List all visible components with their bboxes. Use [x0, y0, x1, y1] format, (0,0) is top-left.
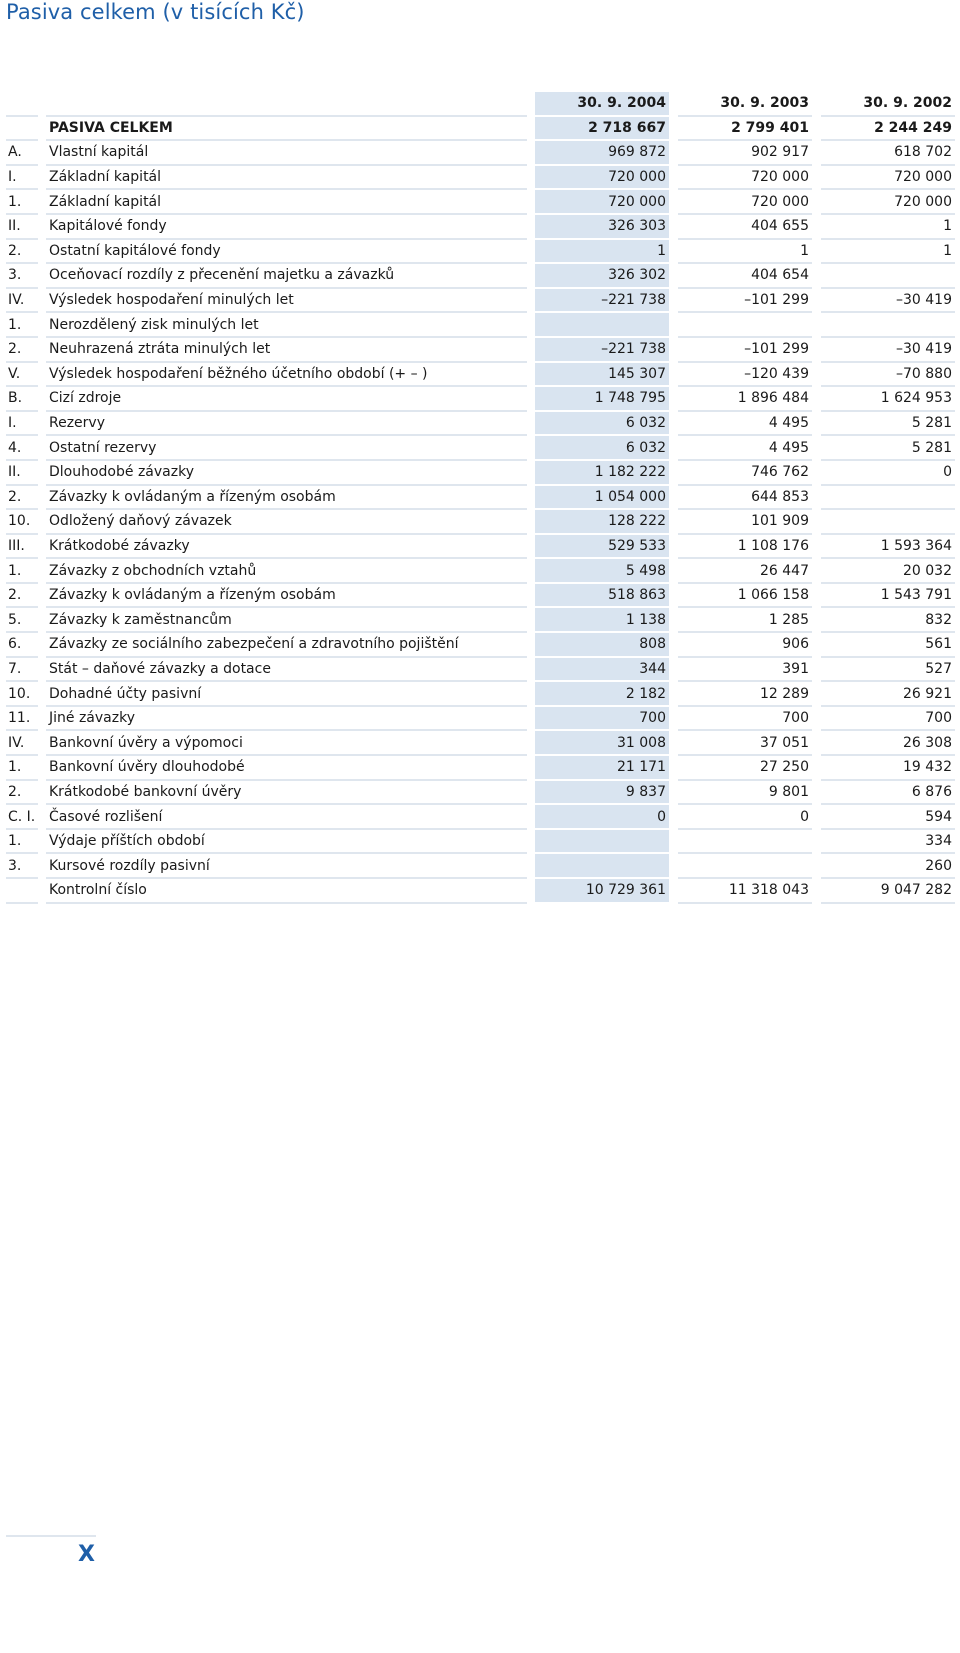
row-label: PASIVA CELKEM	[46, 117, 527, 142]
value-2003: –101 299	[678, 338, 812, 363]
value-2004: 1 054 000	[535, 486, 669, 511]
row-label: Oceňovací rozdíly z přecenění majetku a závazků	[46, 264, 527, 289]
value-2004: 969 872	[535, 141, 669, 166]
row-code: A.	[6, 141, 38, 166]
row-code: 1.	[6, 313, 38, 338]
table-row	[6, 535, 955, 560]
value-2003: 700	[678, 707, 812, 732]
value-2002: 26 921	[821, 682, 955, 707]
value-2002: 9 047 282	[821, 879, 955, 904]
value-2002: 20 032	[821, 559, 955, 584]
value-2004: 720 000	[535, 166, 669, 191]
value-2004: 1 182 222	[535, 461, 669, 486]
row-code	[6, 879, 38, 904]
table-row	[6, 584, 955, 609]
row-code: IV.	[6, 289, 38, 314]
row-code: 10.	[6, 510, 38, 535]
row-label: Krátkodobé bankovní úvěry	[46, 781, 527, 806]
row-code: 2.	[6, 781, 38, 806]
value-2002: 2 244 249	[821, 117, 955, 142]
value-2003	[678, 830, 812, 855]
row-label: Závazky k ovládaným a řízeným osobám	[46, 584, 527, 609]
value-2003: 0	[678, 805, 812, 830]
row-label: Kursové rozdíly pasivní	[46, 854, 527, 879]
row-label: Jiné závazky	[46, 707, 527, 732]
value-2003: 1 896 484	[678, 387, 812, 412]
row-code: I.	[6, 412, 38, 437]
table-row	[6, 412, 955, 437]
row-label: Základní kapitál	[46, 190, 527, 215]
row-label: Dlouhodobé závazky	[46, 461, 527, 486]
table-row	[6, 608, 955, 633]
row-label: Rezervy	[46, 412, 527, 437]
value-2003: 9 801	[678, 781, 812, 806]
value-2004: 518 863	[535, 584, 669, 609]
table-row	[6, 658, 955, 683]
row-code: 2.	[6, 240, 38, 265]
table-row	[6, 707, 955, 732]
row-code: 1.	[6, 190, 38, 215]
value-2002: 1 593 364	[821, 535, 955, 560]
table-row	[6, 289, 955, 314]
table-row	[6, 338, 955, 363]
table-row	[6, 781, 955, 806]
value-2003: 4 495	[678, 412, 812, 437]
value-2002: 19 432	[821, 756, 955, 781]
value-2004: 0	[535, 805, 669, 830]
value-2004: 5 498	[535, 559, 669, 584]
value-2002: 700	[821, 707, 955, 732]
row-code: 6.	[6, 633, 38, 658]
value-2004: 1 748 795	[535, 387, 669, 412]
section-marker: X	[78, 1542, 95, 1567]
value-2004: 326 302	[535, 264, 669, 289]
page-title: Pasiva celkem (v tisících Kč)	[6, 0, 305, 24]
table-row	[6, 240, 955, 265]
row-label: Krátkodobé závazky	[46, 535, 527, 560]
value-2004: 128 222	[535, 510, 669, 535]
value-2004	[535, 830, 669, 855]
row-label: Neuhrazená ztráta minulých let	[46, 338, 527, 363]
value-2003	[678, 854, 812, 879]
value-2002: –30 419	[821, 289, 955, 314]
row-code: 4.	[6, 436, 38, 461]
row-code: 2.	[6, 338, 38, 363]
header-code-cell	[6, 92, 38, 117]
value-2004: 10 729 361	[535, 879, 669, 904]
table-row	[6, 879, 955, 904]
value-2002: 1	[821, 240, 955, 265]
value-2003: 4 495	[678, 436, 812, 461]
row-code: 3.	[6, 854, 38, 879]
row-label: Výdaje příštích období	[46, 830, 527, 855]
row-label: Bankovní úvěry a výpomoci	[46, 731, 527, 756]
table-row	[6, 166, 955, 191]
row-label: Základní kapitál	[46, 166, 527, 191]
row-label: Stát – daňové závazky a dotace	[46, 658, 527, 683]
row-label: Odložený daňový závazek	[46, 510, 527, 535]
value-2002: 6 876	[821, 781, 955, 806]
value-2002: 334	[821, 830, 955, 855]
value-2003: 11 318 043	[678, 879, 812, 904]
value-2003: 746 762	[678, 461, 812, 486]
row-code: IV.	[6, 731, 38, 756]
value-2004: 1 138	[535, 608, 669, 633]
table-header-row	[6, 92, 955, 117]
value-2004	[535, 313, 669, 338]
value-2002: 594	[821, 805, 955, 830]
value-2004: 21 171	[535, 756, 669, 781]
value-2003: 12 289	[678, 682, 812, 707]
row-code: 2.	[6, 486, 38, 511]
row-label: Výsledek hospodaření běžného účetního období (+ – )	[46, 363, 527, 388]
value-2002	[821, 313, 955, 338]
value-2003: 1 108 176	[678, 535, 812, 560]
table-row	[6, 461, 955, 486]
row-code: II.	[6, 461, 38, 486]
table-row	[6, 363, 955, 388]
row-code: C. I.	[6, 805, 38, 830]
value-2002: 720 000	[821, 190, 955, 215]
row-label: Cizí zdroje	[46, 387, 527, 412]
row-code: 5.	[6, 608, 38, 633]
value-2002: 1	[821, 215, 955, 240]
value-2003: 720 000	[678, 190, 812, 215]
table-row	[6, 141, 955, 166]
header-label-cell	[46, 92, 527, 117]
table-row	[6, 559, 955, 584]
row-code: 3.	[6, 264, 38, 289]
value-2002: –30 419	[821, 338, 955, 363]
liabilities-table	[6, 92, 955, 904]
value-2002: 832	[821, 608, 955, 633]
table-row	[6, 854, 955, 879]
table-row	[6, 436, 955, 461]
table-row	[6, 830, 955, 855]
value-2003: –101 299	[678, 289, 812, 314]
value-2002	[821, 486, 955, 511]
row-label: Nerozdělený zisk minulých let	[46, 313, 527, 338]
row-label: Kapitálové fondy	[46, 215, 527, 240]
row-label: Závazky z obchodních vztahů	[46, 559, 527, 584]
value-2002: 1 543 791	[821, 584, 955, 609]
value-2002: 5 281	[821, 436, 955, 461]
row-label: Kontrolní číslo	[46, 879, 527, 904]
value-2004: 31 008	[535, 731, 669, 756]
row-code: 1.	[6, 559, 38, 584]
value-2004: 6 032	[535, 412, 669, 437]
table-row	[6, 387, 955, 412]
row-code: V.	[6, 363, 38, 388]
value-2003: 720 000	[678, 166, 812, 191]
value-2004: –221 738	[535, 289, 669, 314]
table-row	[6, 215, 955, 240]
value-2004	[535, 854, 669, 879]
value-2003: –120 439	[678, 363, 812, 388]
value-2002: 26 308	[821, 731, 955, 756]
row-code: I.	[6, 166, 38, 191]
row-label: Závazky ze sociálního zabezpečení a zdravotního pojištění	[46, 633, 527, 658]
value-2002: 5 281	[821, 412, 955, 437]
row-code: 11.	[6, 707, 38, 732]
row-label: Závazky k ovládaným a řízeným osobám	[46, 486, 527, 511]
table-row	[6, 486, 955, 511]
row-code: 2.	[6, 584, 38, 609]
row-label: Závazky k zaměstnancům	[46, 608, 527, 633]
table-row	[6, 313, 955, 338]
row-label: Ostatní rezervy	[46, 436, 527, 461]
value-2003: 26 447	[678, 559, 812, 584]
value-2003: 1 066 158	[678, 584, 812, 609]
row-code: 10.	[6, 682, 38, 707]
row-label: Vlastní kapitál	[46, 141, 527, 166]
value-2002: 720 000	[821, 166, 955, 191]
table-row	[6, 805, 955, 830]
value-2002: –70 880	[821, 363, 955, 388]
row-code: 1.	[6, 756, 38, 781]
row-label: Bankovní úvěry dlouhodobé	[46, 756, 527, 781]
value-2003: 404 654	[678, 264, 812, 289]
value-2002: 618 702	[821, 141, 955, 166]
value-2004: 1	[535, 240, 669, 265]
row-code	[6, 117, 38, 142]
value-2004: 720 000	[535, 190, 669, 215]
value-2004: 529 533	[535, 535, 669, 560]
table-row	[6, 682, 955, 707]
value-2004: 145 307	[535, 363, 669, 388]
footer-rule	[6, 1535, 96, 1537]
table-row	[6, 510, 955, 535]
value-2002: 0	[821, 461, 955, 486]
value-2003: 2 799 401	[678, 117, 812, 142]
table-row	[6, 117, 955, 142]
value-2004: 808	[535, 633, 669, 658]
value-2002: 527	[821, 658, 955, 683]
value-2003: 404 655	[678, 215, 812, 240]
value-2004: 700	[535, 707, 669, 732]
table-row	[6, 756, 955, 781]
value-2004: 2 718 667	[535, 117, 669, 142]
value-2003: 644 853	[678, 486, 812, 511]
row-label: Časové rozlišení	[46, 805, 527, 830]
row-label: Dohadné účty pasivní	[46, 682, 527, 707]
column-header-2002: 30. 9. 2002	[821, 92, 955, 117]
value-2002	[821, 510, 955, 535]
table-row	[6, 264, 955, 289]
row-code: B.	[6, 387, 38, 412]
row-code: III.	[6, 535, 38, 560]
table-row	[6, 633, 955, 658]
value-2003: 906	[678, 633, 812, 658]
value-2003: 391	[678, 658, 812, 683]
row-code: II.	[6, 215, 38, 240]
value-2002	[821, 264, 955, 289]
value-2003: 1	[678, 240, 812, 265]
column-header-2003: 30. 9. 2003	[678, 92, 812, 117]
value-2004: 344	[535, 658, 669, 683]
value-2004: 2 182	[535, 682, 669, 707]
value-2002: 260	[821, 854, 955, 879]
value-2003	[678, 313, 812, 338]
column-header-2004: 30. 9. 2004	[535, 92, 669, 117]
value-2004: 6 032	[535, 436, 669, 461]
row-code: 1.	[6, 830, 38, 855]
table-row	[6, 190, 955, 215]
value-2003: 902 917	[678, 141, 812, 166]
table-row	[6, 731, 955, 756]
row-code: 7.	[6, 658, 38, 683]
value-2004: 9 837	[535, 781, 669, 806]
value-2002: 1 624 953	[821, 387, 955, 412]
value-2004: –221 738	[535, 338, 669, 363]
row-label: Výsledek hospodaření minulých let	[46, 289, 527, 314]
value-2003: 1 285	[678, 608, 812, 633]
value-2003: 37 051	[678, 731, 812, 756]
row-label: Ostatní kapitálové fondy	[46, 240, 527, 265]
value-2003: 101 909	[678, 510, 812, 535]
value-2003: 27 250	[678, 756, 812, 781]
value-2004: 326 303	[535, 215, 669, 240]
value-2002: 561	[821, 633, 955, 658]
